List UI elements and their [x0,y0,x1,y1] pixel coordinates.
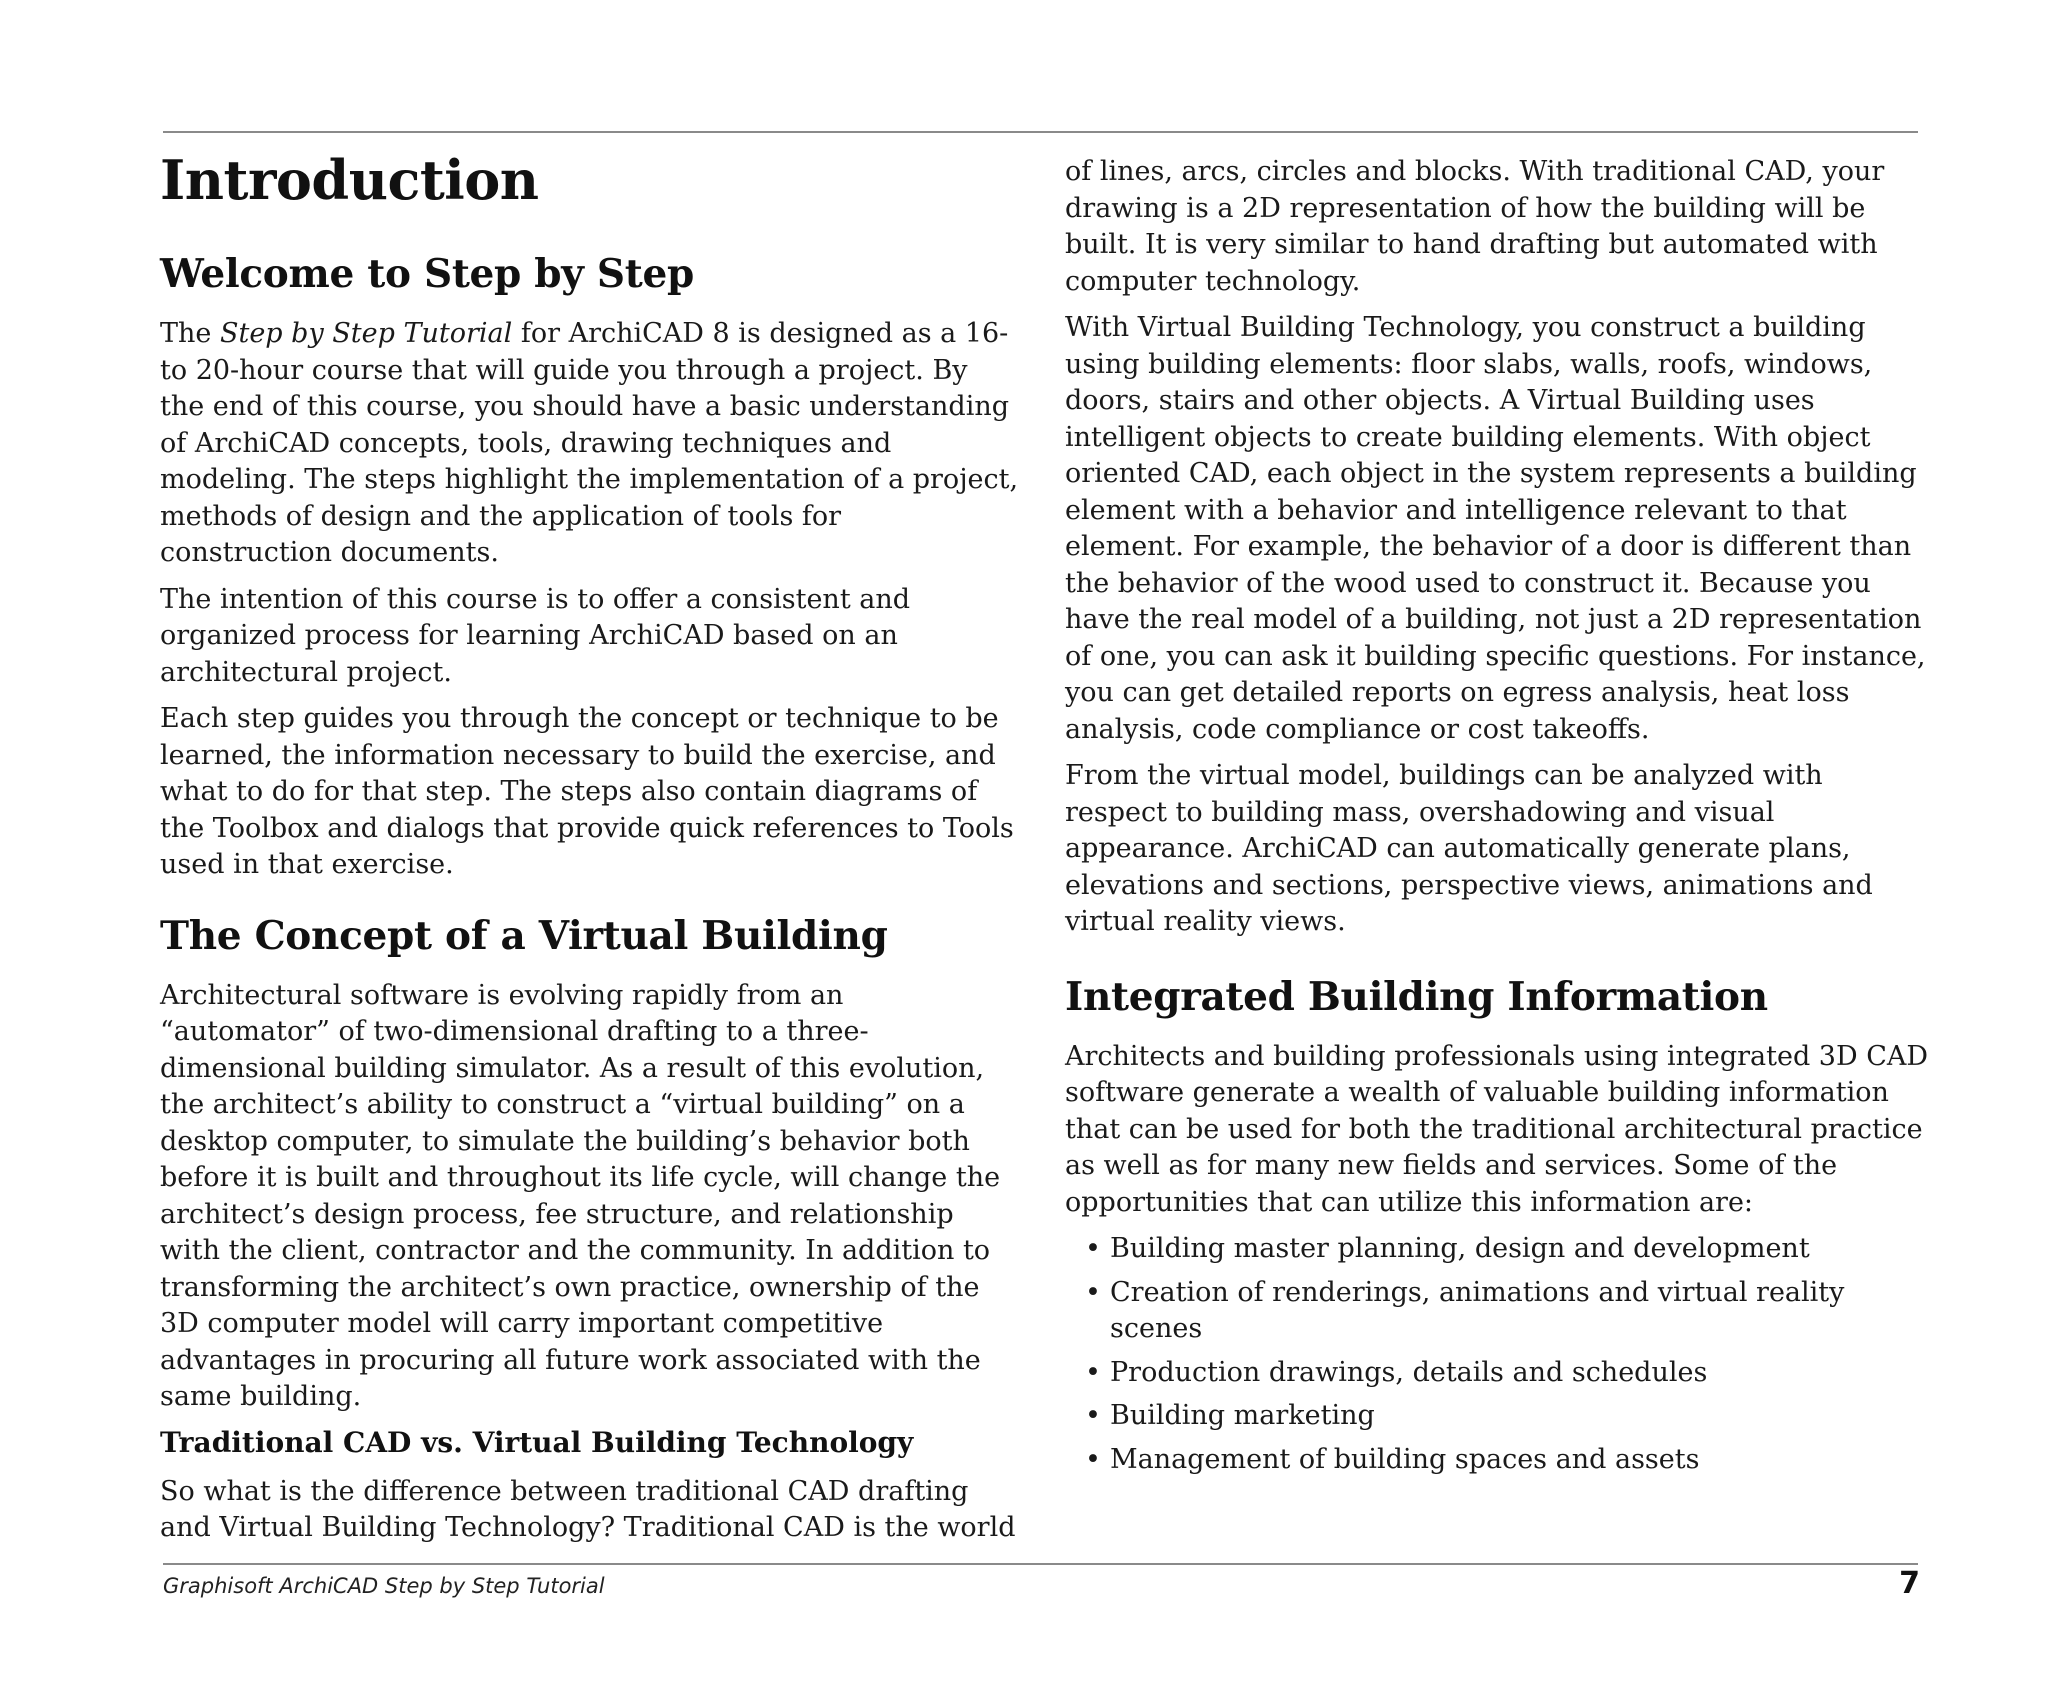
list-item: • Creation of renderings, animations and virtual reality scenes [1085,1276,1845,1344]
list-item: • Production drawings, details and schedules [1065,1355,1930,1392]
bullet-icon: • [1085,1233,1101,1264]
welcome-paragraph-2: The intention of this course is to offer a consistent and organized process for learning ArchiCAD based on an architectural project. [160,583,911,688]
concept-paragraph-2: So what is the difference between traditional CAD drafting and Virtual Building Technology? Traditional CAD is the world [160,1475,1016,1543]
traditional-cad-subheading: Traditional CAD vs. Virtual Building Technology [160,1425,914,1459]
list-item: • Building master planning, design and development [1065,1231,1930,1268]
integrated-heading: Integrated Building Information [1065,973,1768,1020]
welcome-section [160,250,1020,884]
right-paragraph-1: of lines, arcs, circles and blocks. With traditional CAD, your drawing is a 2D representation of how the building will be built. It is very similar to hand drafting but automated with computer technology. [1065,156,1885,297]
concept-paragraph-1: Architectural software is evolving rapidly from an “automator” of two-dimensional drafting to a three-dimensional building simulator. As a result of this evolution, the architect’s ability to construct a “virtual building” on a desktop computer, to simulate the building’s behavior both before it is built and throughout its life cycle, will change the architect’s design process, fee structure, and relationship with the client, contractor and the community. In addition to transforming the architect’s own practice, ownership of the 3D computer model will carry important competitive advantages in procuring all future work associated with the same building. [160,979,1001,1412]
bullet-icon: • [1085,1400,1101,1431]
concept-heading: The Concept of a Virtual Building [160,912,888,959]
opportunities-list [1065,1231,1930,1478]
footer-title: Graphisoft ArchiCAD Step by Step Tutorial [163,1574,605,1598]
right-paragraph-2: With Virtual Building Technology, you construct a building using building elements: floor slabs, walls, roofs, windows, doors, stairs and other objects. A Virtual Building uses intelligent objects to create building elements. With object oriented CAD, each object in the system represents a building element with a behavior and intelligence relevant to that element. For example, the behavior of a door is different than the behavior of the wood used to construct it. Because you have the real model of a building, not just a 2D representation of one, you can ask it building specific questions. For instance, you can get detailed reports on egress analysis, heat loss analysis, code compliance or cost takeoffs. [1065,312,1926,745]
header-rule [163,131,1918,133]
integrated-paragraph-1: Architects and building professionals using integrated 3D CAD software generate a wealth of valuable building information that can be used for both the traditional architectural practice as well as for many new fields and services. Some of the opportunities that can utilize this information are: [1065,1040,1929,1218]
integrated-section [1065,973,1930,1479]
right-column [1065,154,1930,1485]
bullet-icon: • [1085,1276,1101,1308]
footer-rule [163,1563,1918,1565]
list-item: • Building marketing [1065,1398,1930,1435]
page-number: 7 [1899,1566,1920,1601]
welcome-paragraph-3: Each step guides you through the concept or technique to be learned, the information necessary to build the exercise, and what to do for that step. The steps also contain diagrams of the Toolbox and dialogs that provide quick references to Tools used in that exercise. [160,703,1014,880]
welcome-heading: Welcome to Step by Step [160,251,694,297]
list-item: • Management of building spaces and assets [1065,1442,1930,1479]
bullet-icon: • [1085,1356,1101,1388]
tutorial-title-emphasis: Step by Step Tutorial [219,318,513,349]
page-title: Introduction [160,148,539,212]
concept-section [160,912,1020,1547]
welcome-paragraph-1: The Step by Step Tutorial for ArchiCAD 8 is designed as a 16-to 20-hour course that will guide you through a project. By the end of this course, you should have a basic understanding of ArchiCAD concepts, tools, drawing techniques and modeling. The steps highlight the implementation of a project, methods of design and the application of tools for construction documents. [160,318,1019,568]
right-paragraph-3: From the virtual model, buildings can be analyzed with respect to building mass, overshadowing and visual appearance. ArchiCAD can automatically generate plans, elevations and sections, perspective views, animations and virtual reality views. [1065,760,1873,937]
bullet-icon: • [1085,1443,1101,1475]
left-column [160,148,1020,1557]
